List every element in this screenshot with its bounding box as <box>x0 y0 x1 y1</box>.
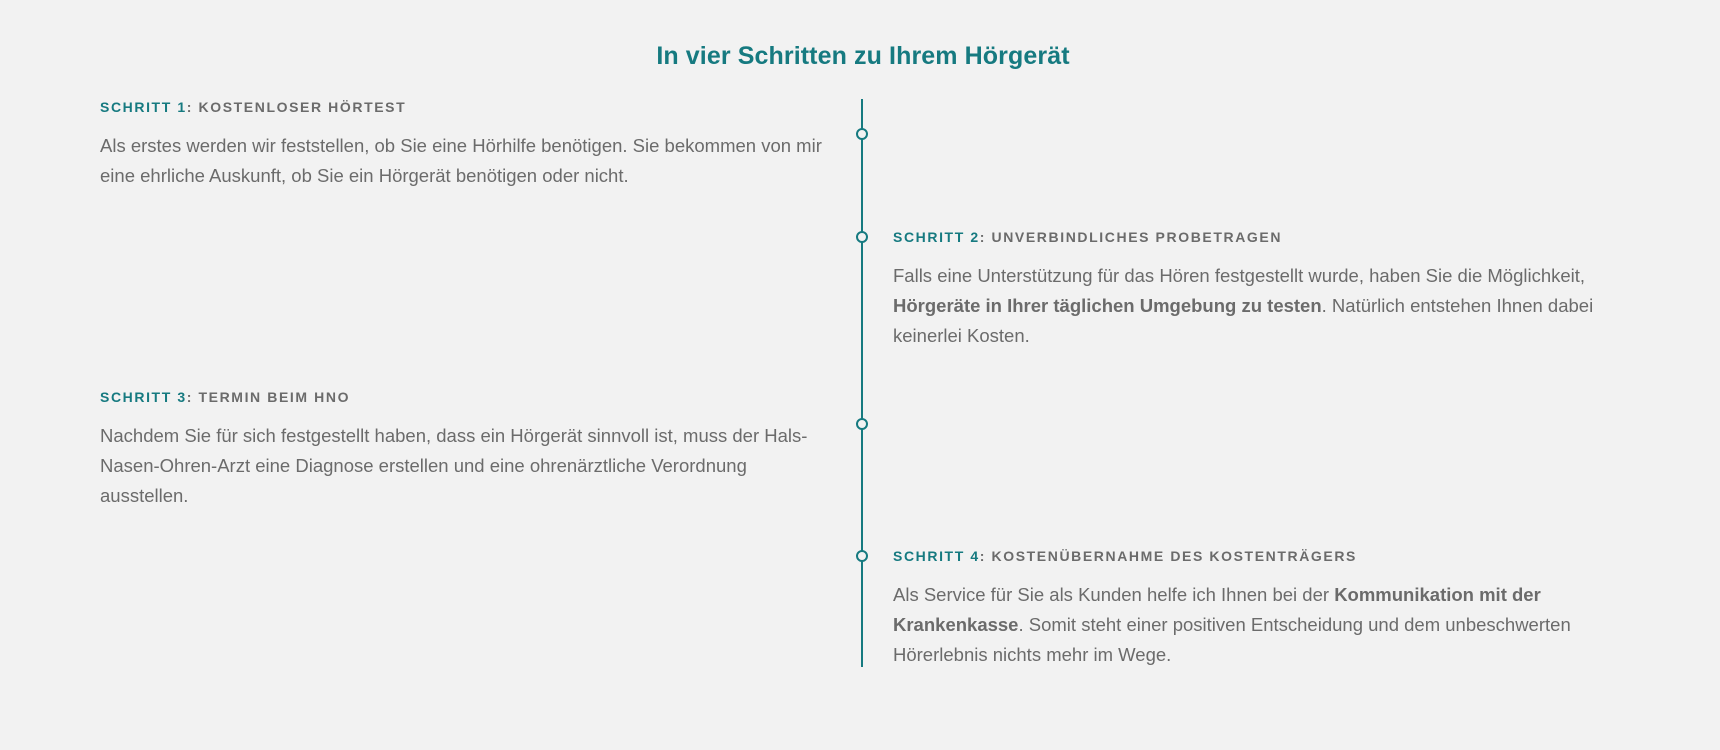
step-2-title: UNVERBINDLICHES PROBETRAGEN <box>986 229 1283 245</box>
step-1-description: Als erstes werden wir feststellen, ob Sie eine Hörhilfe benötigen. Sie bekommen von mir eine ehrliche Auskunft, ob Sie ein Hörgerät benötigen oder nicht. <box>100 135 822 186</box>
step-4-separator: : <box>979 548 987 564</box>
step-4-heading <box>893 547 1623 565</box>
step-3-title: TERMIN BEIM HNO <box>193 389 351 405</box>
timeline-dot-step-1 <box>856 128 868 140</box>
step-4-description: Als Service für Sie als Kunden helfe ich Ihnen bei der Kommunikation mit der Krankenkasse. Somit steht einer positiven Entscheidung und dem unbeschwerten Hörerlebnis nichts mehr im Wege. <box>893 584 1571 665</box>
step-1-number: SCHRITT 1 <box>100 99 187 115</box>
step-1-title: KOSTENLOSER HÖRTEST <box>193 99 407 115</box>
step-3 <box>100 388 830 511</box>
timeline-dot-step-4 <box>856 550 868 562</box>
timeline-dot-step-3 <box>856 418 868 430</box>
timeline-line <box>861 99 863 667</box>
step-3-number: SCHRITT 3 <box>100 389 187 405</box>
step-1-separator: : <box>186 99 194 115</box>
step-4-highlight: Kommunikation mit der Krankenkasse <box>893 584 1541 635</box>
page-title: In vier Schritten zu Ihrem Hörgerät <box>656 42 1070 70</box>
step-3-description: Nachdem Sie für sich festgestellt haben, dass ein Hörgerät sinnvoll ist, muss der Hals-Nasen-Ohren-Arzt eine Diagnose erstellen und eine ohrenärztliche Verordnung ausstellen. <box>100 425 808 506</box>
step-2-description: Falls eine Unterstützung für das Hören festgestellt wurde, haben Sie die Möglichkeit, Hörgeräte in Ihrer täglichen Umgebung zu testen. Natürlich entstehen Ihnen dabei keinerlei Kosten. <box>893 265 1594 346</box>
step-2-separator: : <box>979 229 987 245</box>
step-3-separator: : <box>186 389 194 405</box>
step-3-heading <box>100 388 830 406</box>
step-2-number: SCHRITT 2 <box>893 229 980 245</box>
step-2-highlight: Hörgeräte in Ihrer täglichen Umgebung zu testen <box>893 295 1322 316</box>
step-1 <box>100 98 830 191</box>
step-4-title: KOSTENÜBERNAHME DES KOSTENTRÄGERS <box>986 548 1357 564</box>
step-4-number: SCHRITT 4 <box>893 548 980 564</box>
timeline-dot-step-2 <box>856 231 868 243</box>
step-2 <box>893 228 1623 351</box>
step-1-heading <box>100 98 830 116</box>
step-4 <box>893 547 1623 670</box>
step-2-heading <box>893 228 1623 246</box>
